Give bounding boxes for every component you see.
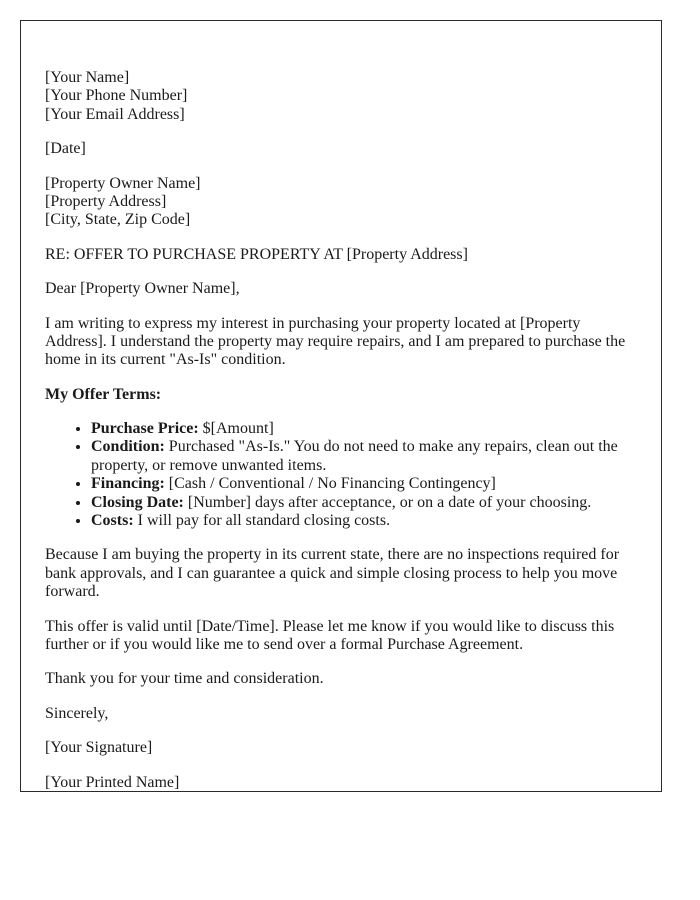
benefits-paragraph: Because I am buying the property in its current state, there are no inspections required for bank approvals, and I can guarantee a quick and simple closing process to help you move forward. xyxy=(45,546,620,601)
intro-paragraph: I am writing to express my interest in purchasing your property located at [Property Address]. I understand the property may require repairs, and I am prepared to purchase the home in its current "As-Is" condition. xyxy=(45,314,626,369)
offer-term-text: $[Amount] xyxy=(202,420,274,438)
recipient-city-state-zip: [City, State, Zip Code] xyxy=(45,211,191,229)
printed-name-line: [Your Printed Name] xyxy=(45,773,180,791)
offer-term-text: Purchased "As-Is." You do not need to make any repairs, clean out the property, or remove unwanted items. xyxy=(91,438,618,474)
date-line: [Date] xyxy=(45,140,86,158)
sender-email: [Your Email Address] xyxy=(45,105,185,123)
signature-line: [Your Signature] xyxy=(45,739,153,757)
offer-term-purchase-price xyxy=(91,420,633,438)
offer-term-label: Closing Date: xyxy=(91,493,184,511)
letter-document xyxy=(20,20,662,792)
offer-term-text: [Number] days after acceptance, or on a date of your choosing. xyxy=(187,493,592,511)
offer-term-label: Condition: xyxy=(91,438,165,456)
offer-term-label: Financing: xyxy=(91,475,165,493)
subject-line: RE: OFFER TO PURCHASE PROPERTY AT [Property Address] xyxy=(45,245,468,263)
salutation: Dear [Property Owner Name], xyxy=(45,280,240,298)
validity-paragraph: This offer is valid until [Date/Time]. Please let me know if you would like to discuss this further or if you would like me to send over a formal Purchase Agreement. xyxy=(45,617,615,653)
sender-phone: [Your Phone Number] xyxy=(45,87,188,105)
recipient-address: [Property Address] xyxy=(45,192,167,210)
closing-line: Sincerely, xyxy=(45,704,109,722)
thanks-line: Thank you for your time and consideration. xyxy=(45,670,324,688)
offer-term-label: Costs: xyxy=(91,512,134,530)
offer-term-label: Purchase Price: xyxy=(91,420,199,438)
offer-term-financing xyxy=(91,475,633,493)
sender-block xyxy=(45,69,633,124)
offer-term-condition xyxy=(91,438,633,475)
offer-terms-heading: My Offer Terms: xyxy=(45,385,162,403)
offer-term-text: I will pay for all standard closing costs. xyxy=(137,512,391,530)
offer-term-costs xyxy=(91,512,633,530)
offer-term-text: [Cash / Conventional / No Financing Contingency] xyxy=(168,475,496,493)
recipient-name: [Property Owner Name] xyxy=(45,174,201,192)
offer-terms-list xyxy=(45,420,633,530)
recipient-block xyxy=(45,175,633,230)
offer-term-closing-date xyxy=(91,494,633,512)
sender-name: [Your Name] xyxy=(45,69,130,86)
